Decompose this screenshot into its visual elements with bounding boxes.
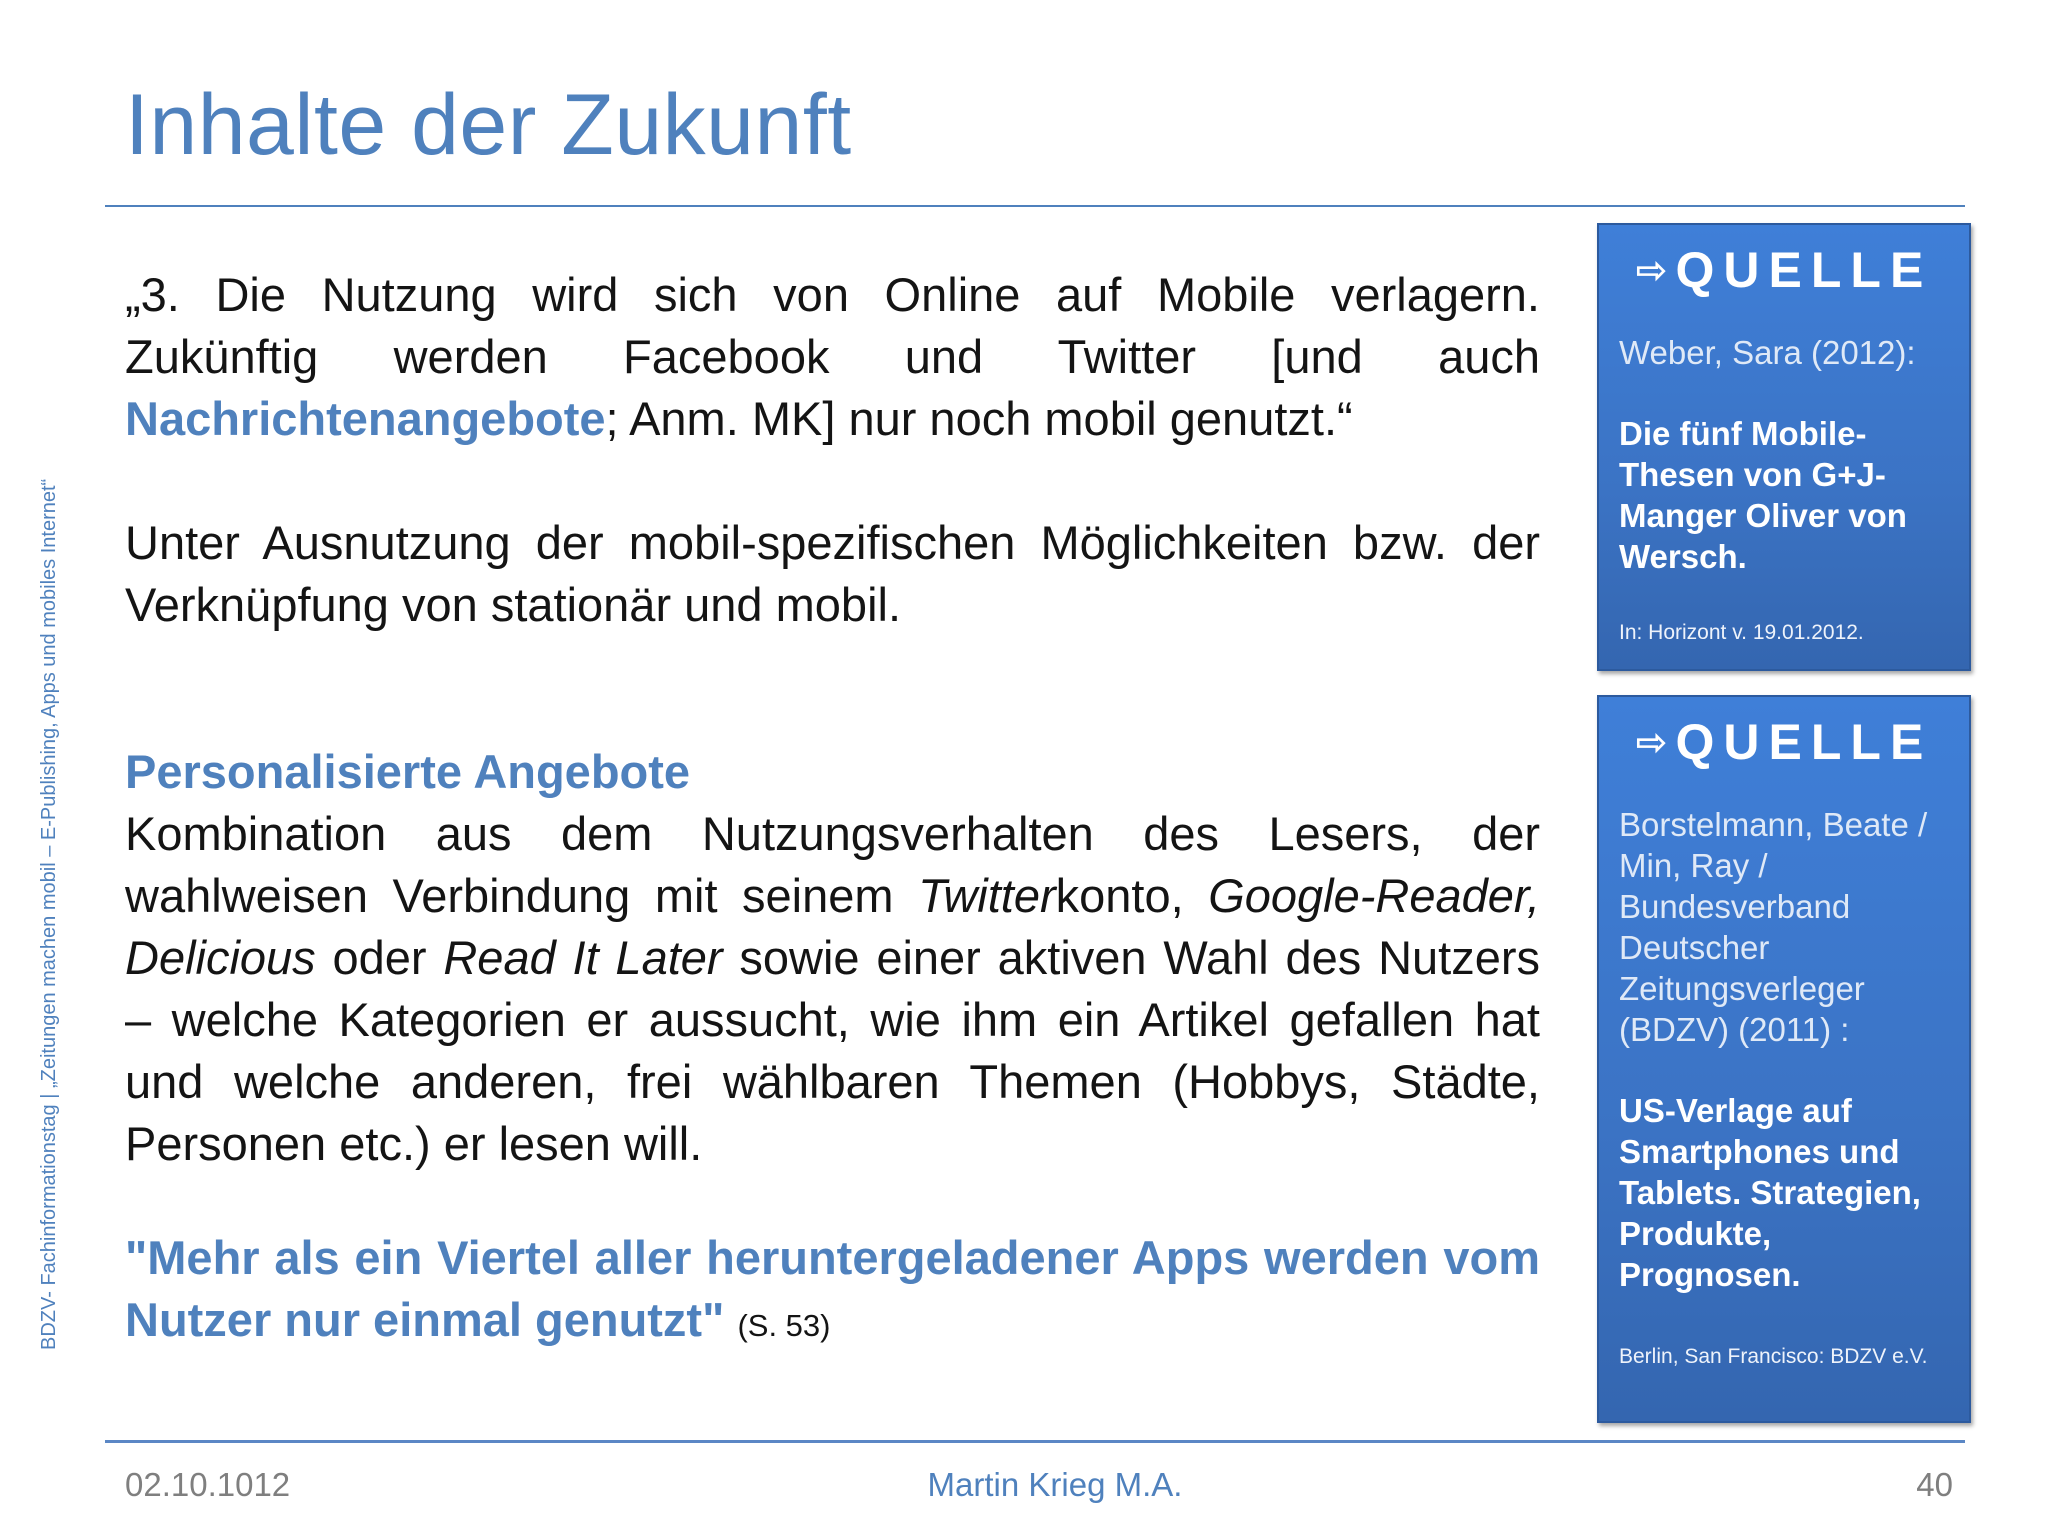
source-publication-1: In: Horizont v. 19.01.2012. xyxy=(1619,621,1864,644)
quote-paragraph xyxy=(125,264,1540,450)
source-heading-label-1: QUELLE xyxy=(1675,242,1933,298)
source-publication-2: Berlin, San Francisco: BDZV e.V. xyxy=(1619,1345,1928,1368)
p3-twitter: Twitter xyxy=(918,869,1056,922)
source-heading-2 xyxy=(1619,711,1949,774)
source-author-2: Borstelmann, Beate / Min, Ray / Bundesverband Deutscher Zeitungsverleger (BDZV) (2011) : xyxy=(1619,806,1928,1048)
arrow-right-icon: ⇨ xyxy=(1635,722,1668,764)
p3-text-d: sowie einer aktiven Wahl des Nutzers – welche Kategorien er aussucht, wie ihm ein Artikel gefallen hat und welche anderen, frei wählbaren Themen (Hobbys, Städte, Personen etc.) er lesen will. xyxy=(125,931,1540,1170)
source-title-1: Die fünf Mobile-Thesen von G+J-Manger Oliver von Wersch. xyxy=(1619,415,1907,575)
quote-text-2: ; Anm. MK] nur noch mobil genutzt.“ xyxy=(605,392,1353,445)
slide-title: Inhalte der Zukunft xyxy=(125,77,852,173)
apps-quote xyxy=(125,1227,1540,1357)
source-heading-1 xyxy=(1619,239,1949,302)
arrow-right-icon: ⇨ xyxy=(1635,250,1668,292)
source-box-2 xyxy=(1597,695,1971,1423)
source-heading-label-2: QUELLE xyxy=(1675,714,1933,770)
paragraph-stationary-mobile: Unter Ausnutzung der mobil-spezifischen Möglichkeiten bzw. der Verknüpfung von stationär und mobil. xyxy=(125,516,1540,631)
p3-text-b: konto, xyxy=(1055,869,1209,922)
quote-text-1: „3. Die Nutzung wird sich von Online auf Mobile verlagern. Zukünftig werden Facebook und Twitter [und auch xyxy=(125,268,1540,383)
footer-date: 02.10.1012 xyxy=(125,1466,291,1503)
vertical-event-caption: BDZV- Fachinformationstag | „Zeitungen machen mobil – E-Publishing, Apps und mobiles Internet“ xyxy=(38,478,60,1350)
footer-author: Martin Krieg M.A. xyxy=(927,1466,1183,1503)
apps-quote-page-ref: (S. 53) xyxy=(737,1308,831,1343)
quote-highlight: Nachrichtenangebote xyxy=(125,392,606,445)
p3-google-delicious: Google-Reader, Delicious xyxy=(125,869,1541,984)
paragraph-personalization xyxy=(125,803,1540,1175)
title-divider xyxy=(105,205,1965,207)
main-content xyxy=(125,264,1540,1357)
source-box-1 xyxy=(1597,223,1971,671)
footer-divider xyxy=(105,1440,1965,1443)
p3-text-a: Kombination aus dem Nutzungsverhalten des Lesers, der wahlweisen Verbindung mit seinem xyxy=(125,807,1540,922)
apps-quote-text: "Mehr als ein Viertel aller heruntergeladener Apps werden vom Nutzer nur einmal genutzt" xyxy=(125,1231,1540,1346)
source-title-2: US-Verlage auf Smartphones und Tablets. Strategien, Produkte, Prognosen. xyxy=(1619,1092,1921,1293)
subheading-personalized: Personalisierte Angebote xyxy=(125,745,691,798)
p3-text-c: oder xyxy=(315,931,444,984)
footer-page-number: 40 xyxy=(1916,1466,1953,1503)
p3-read-it-later: Read It Later xyxy=(443,931,723,984)
source-author-1: Weber, Sara (2012): xyxy=(1619,334,1916,371)
